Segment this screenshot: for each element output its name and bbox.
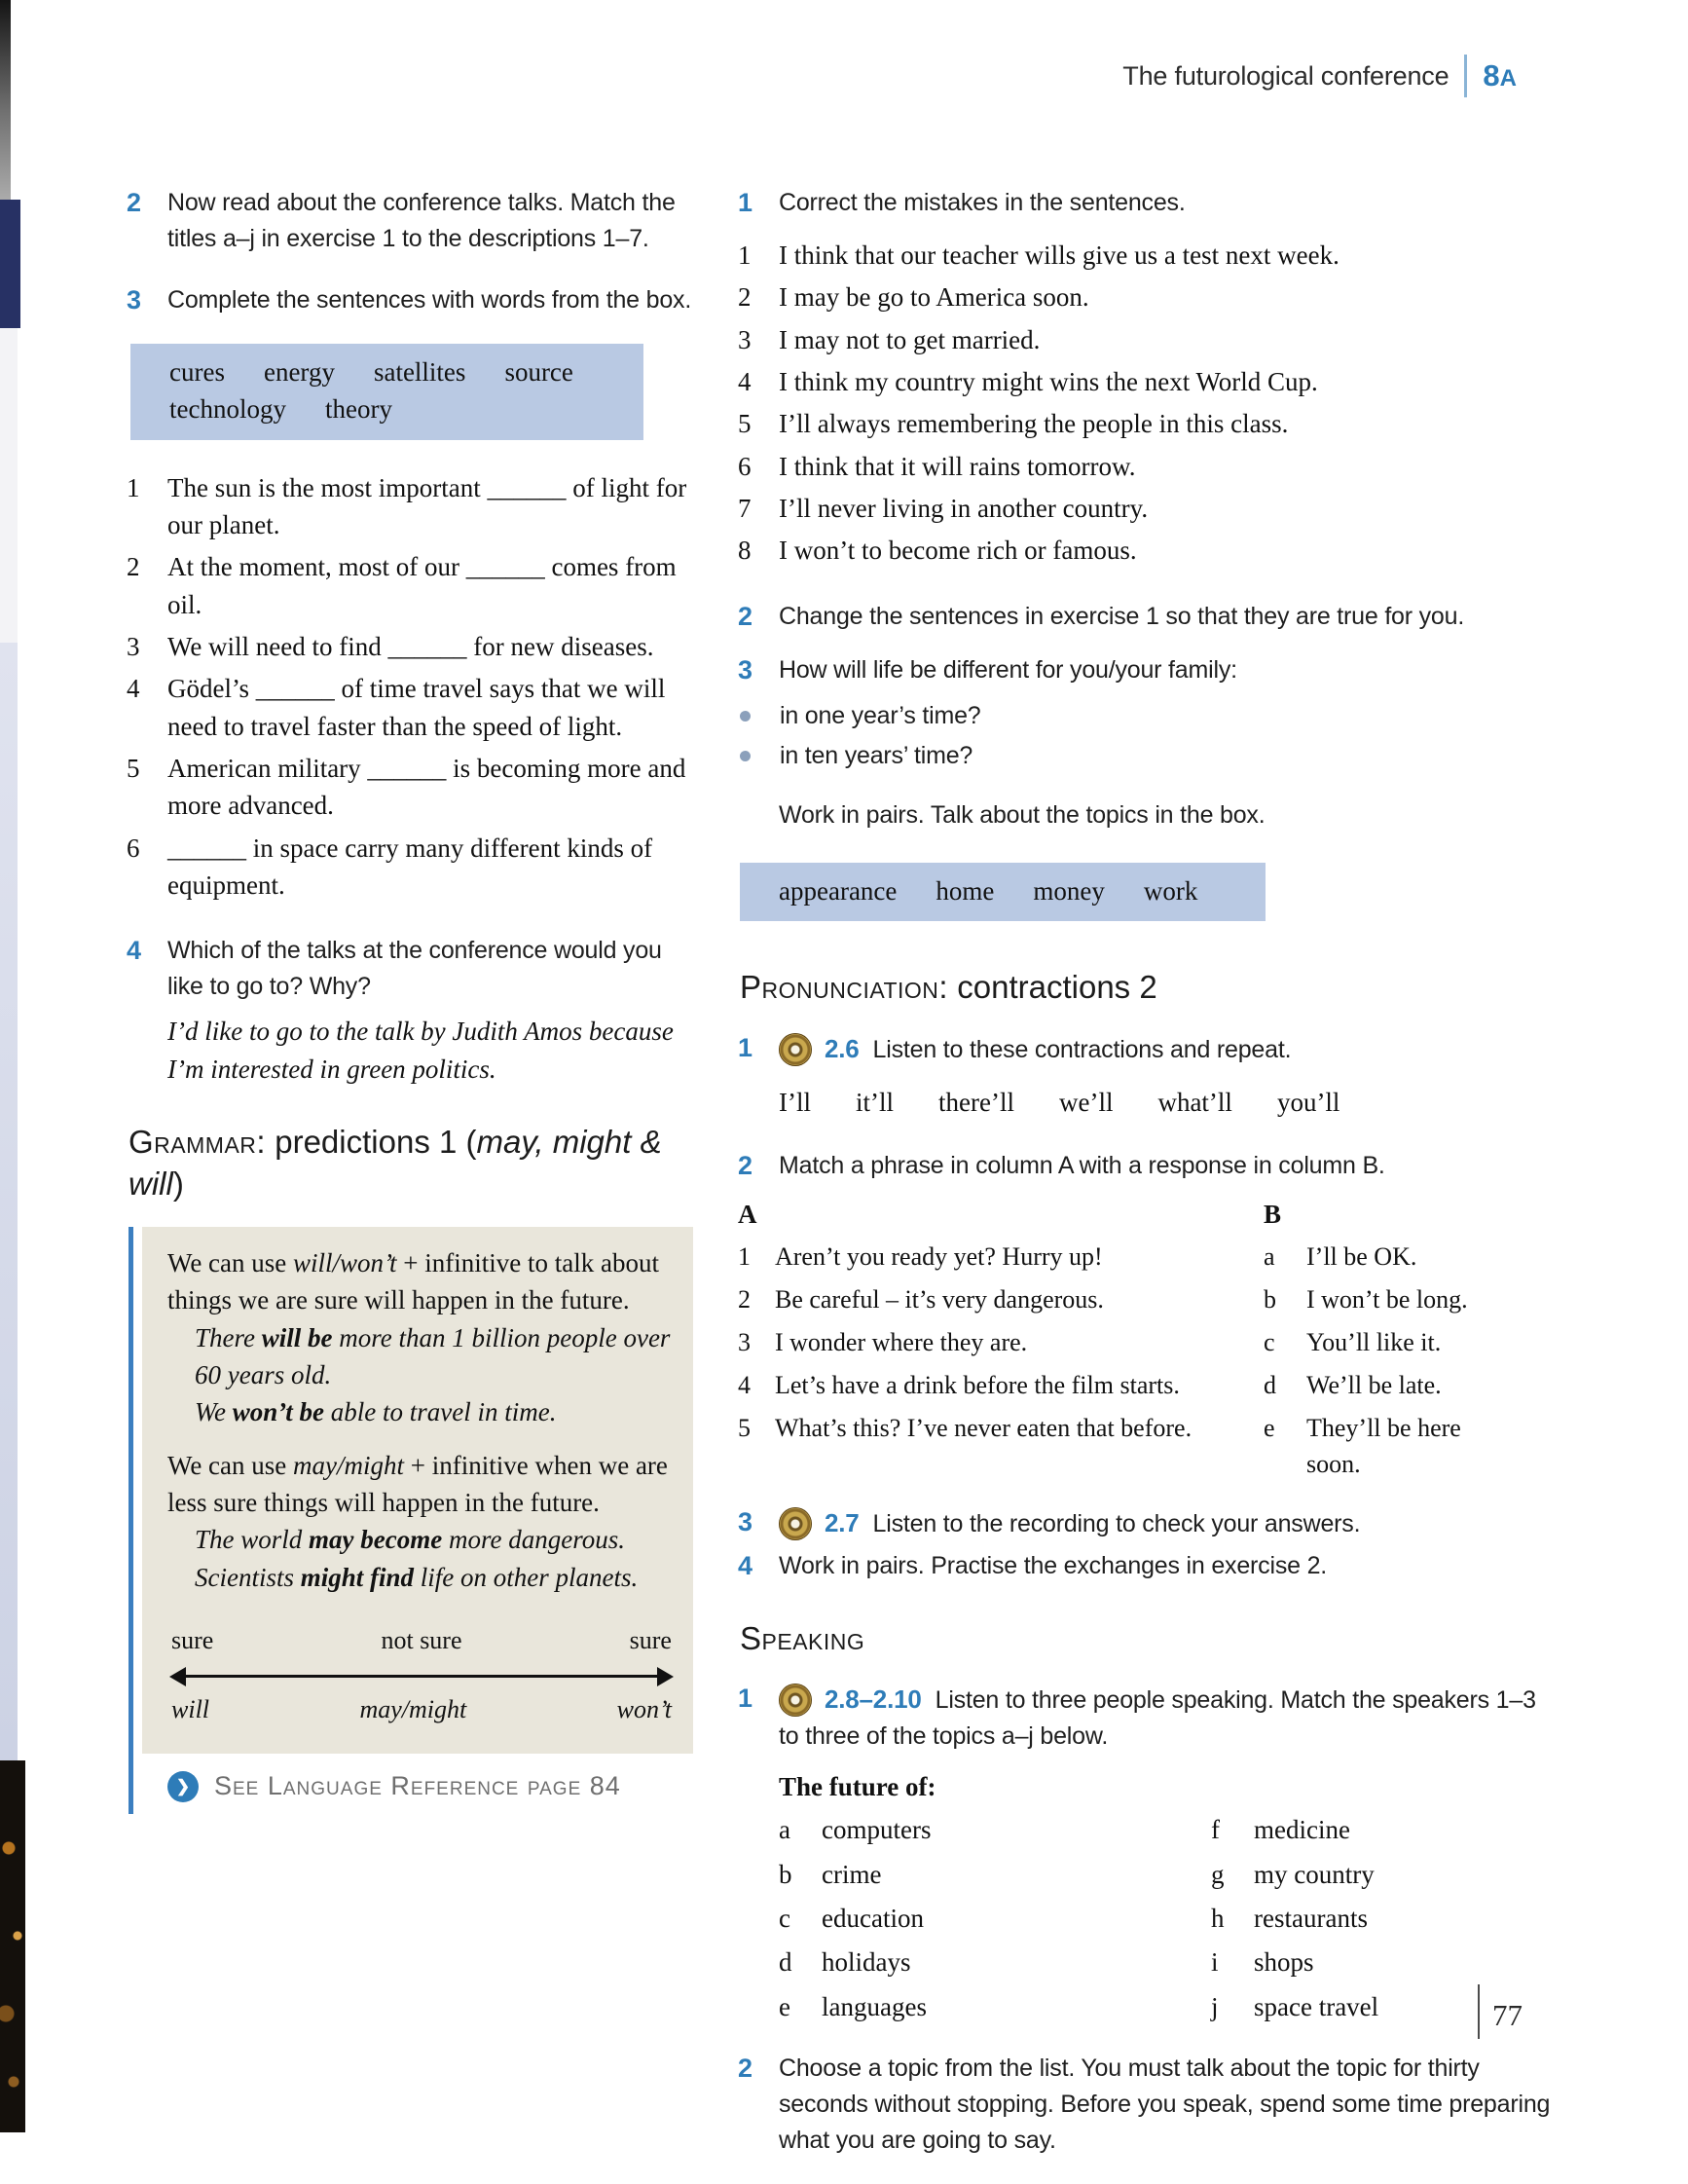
sentence-item: 6 I think that it will rains tomorrow. — [738, 451, 1136, 481]
grammar-box-wrap — [128, 1227, 693, 1814]
gap-fill-item: 3 We will need to find ______ for new diseases. — [127, 631, 654, 661]
topic: shops — [1254, 1947, 1314, 1978]
response-b: We’ll be late. — [1306, 1370, 1442, 1399]
word-box-item: money — [1033, 875, 1105, 906]
topic: education — [822, 1904, 924, 1934]
topic: space travel — [1254, 1991, 1379, 2021]
column-b-header: B — [1264, 1199, 1282, 1229]
word-box — [740, 863, 1266, 921]
exercise-number: 2 — [127, 188, 141, 217]
word-box-item: work — [1143, 875, 1198, 906]
unit-title: The futurological conference — [1122, 60, 1449, 91]
left-column — [127, 185, 693, 1814]
phrase-a: Let’s have a drink before the film starts. — [775, 1370, 1180, 1399]
grammar-example: Scientists might find life on other planets. — [195, 1562, 639, 1592]
topic: holidays — [822, 1947, 911, 1978]
mistake-sentences — [738, 237, 1567, 570]
pron-exercise-4 — [738, 1548, 1567, 1584]
page-header — [1122, 55, 1517, 97]
word-box-item: cures — [169, 357, 225, 387]
page-edge-band — [0, 200, 20, 328]
gap-fill-item: 2 At the moment, most of our ______ comes from oil. — [127, 552, 677, 619]
phrase-a: Be careful – it’s very dangerous. — [775, 1285, 1104, 1314]
gap-fill-items — [127, 469, 693, 905]
word-box — [130, 344, 643, 440]
exercise-number: 1 — [738, 1032, 752, 1062]
topic: my country — [1254, 1859, 1375, 1889]
track-number: 2.6 — [825, 1033, 860, 1063]
topics-subheading: The future of: — [779, 1772, 936, 1802]
gap-fill-item: 5 American military ______ is becoming more and more advanced. — [127, 753, 686, 821]
unit-badge: 8A — [1483, 58, 1517, 93]
sentence-item: 8 I won’t to become rich or famous. — [738, 536, 1137, 566]
page-edge-band — [0, 643, 18, 1760]
reference-arrow-icon: ❯ — [167, 1771, 199, 1802]
exercise-number: 4 — [127, 936, 141, 966]
exercise-4 — [127, 933, 693, 1005]
exercise-2-grammar — [738, 599, 1567, 635]
pairwork-note: Work in pairs. Talk about the topics in the box. — [779, 800, 1266, 829]
scale-labels-bottom: will may/might won’t — [171, 1694, 672, 1723]
response-b: I won’t be long. — [1306, 1285, 1468, 1314]
speaking-exercise-1 — [738, 1681, 1567, 2025]
exercise-instruction: Complete the sentences with words from the box. — [167, 286, 692, 314]
response-b: I’ll be OK. — [1306, 1242, 1417, 1272]
exercise-instruction: Choose a topic from the list. You must talk about the topic for thirty seconds without stopping. Before you speak, spend some time preparing what you are going to say. — [779, 2054, 1551, 2155]
track-number: 2.7 — [825, 1507, 860, 1537]
exercise-instruction: Match a phrase in column A with a response in column B. — [779, 1151, 1385, 1179]
grammar-heading: Grammar: predictions 1 (may, might & will) — [128, 1123, 662, 1203]
bullet-list — [738, 698, 1567, 774]
topic: computers — [822, 1815, 932, 1845]
footer-divider — [1478, 1984, 1480, 2039]
grammar-example: The world may become more dangerous. — [195, 1525, 625, 1555]
reference-label: See Language Reference page 84 — [214, 1771, 621, 1801]
exercise-instruction: Correct the mistakes in the sentences. — [779, 189, 1186, 216]
audio-instruction: 2.7 Listen to the recording to check your answers. — [779, 1504, 1567, 1542]
word-box-item: technology — [169, 394, 286, 425]
sentence-item: 7 I’ll never living in another country. — [738, 493, 1149, 523]
exercise-instruction: How will life be different for you/your family: — [779, 655, 1237, 684]
topic: restaurants — [1254, 1904, 1368, 1934]
speaking-heading: Speaking — [740, 1619, 865, 1656]
response-b: You’ll like it. — [1306, 1327, 1442, 1356]
page-edge-strip — [0, 0, 29, 2132]
phrase-a: Aren’t you ready yet? Hurry up! — [775, 1242, 1103, 1272]
page-edge-band — [0, 0, 11, 200]
word-box-item: home — [936, 875, 995, 906]
sentence-item: 4 I think my country might wins the next World Cup. — [738, 366, 1318, 396]
grammar-rule: We can use will/won’t + infinitive to talk about things we are sure will happen in the future. — [167, 1248, 659, 1315]
grammar-example: There will be more than 1 billion people over 60 years old. — [195, 1322, 671, 1389]
gap-fill-item: 6 ______ in space carry many different kinds of equipment. — [127, 833, 653, 900]
grammar-example: We won’t be able to travel in time. — [195, 1397, 557, 1427]
word-box-item: satellites — [373, 357, 466, 387]
certainty-scale — [167, 1623, 676, 1728]
page-footer — [1478, 1984, 1523, 2039]
audio-instruction: 2.8–2.10 Listen to three people speaking. Match the speakers 1–3 to three of the topics a–j below. — [779, 1684, 1536, 1751]
exercise-number: 3 — [738, 654, 752, 685]
word-box-item: source — [504, 357, 573, 387]
column-a-header: A — [738, 1199, 757, 1229]
exercise-instruction: Work in pairs. Practise the exchanges in exercise 2. — [779, 1551, 1328, 1579]
exercise-number: 2 — [738, 2054, 752, 2084]
sentence-item: 1 I think that our teacher wills give us a test next week. — [738, 241, 1339, 270]
gap-fill-item: 4 Gödel’s ______ of time travel says that we will need to travel faster than the speed of light. — [127, 674, 666, 741]
bullet-icon — [740, 751, 751, 761]
exercise-number: 3 — [738, 1506, 752, 1536]
track-number: 2.8–2.10 — [825, 1684, 922, 1715]
contractions-row: I’ll it’ll there’ll we’ll what’ll you’ll — [779, 1087, 1340, 1117]
bullet-icon — [740, 711, 751, 722]
exercise-number: 1 — [738, 188, 752, 217]
language-reference-link — [142, 1754, 693, 1814]
audio-instruction: 2.6 Listen to these contractions and repeat. — [779, 1030, 1567, 1068]
cd-icon — [779, 1684, 812, 1717]
topic: medicine — [1254, 1815, 1350, 1845]
topic: languages — [822, 1991, 927, 2021]
bullet-item: in one year’s time? — [738, 698, 1567, 734]
speaking-exercise-2 — [738, 2051, 1567, 2159]
sentence-item: 3 I may not to get married. — [738, 324, 1041, 354]
phrase-a: I wonder where they are. — [775, 1327, 1028, 1356]
exercise-instruction: Which of the talks at the conference would you like to go to? Why? — [167, 937, 662, 1001]
scale-labels-top: sure not sure sure — [171, 1625, 672, 1654]
word-box-item: energy — [263, 357, 335, 387]
exercise-number: 2 — [738, 601, 752, 631]
topics-list: a computers f medicine b crime g my country c education h restaurants d holidays i shops e languages j space travel — [779, 1811, 1567, 2025]
word-box-item: theory — [324, 394, 392, 425]
exercise-number: 1 — [738, 1684, 752, 1714]
cd-icon — [779, 1507, 812, 1540]
phrase-a: What’s this? I’ve never eaten that before. — [775, 1413, 1193, 1442]
word-box-item: appearance — [779, 875, 898, 906]
exercise-3 — [127, 282, 693, 318]
pron-exercise-2 — [738, 1148, 1567, 1184]
topic: crime — [822, 1859, 882, 1889]
page-edge-photo — [0, 1760, 25, 2132]
page-edge-band — [0, 328, 18, 643]
pronunciation-heading: Pronunciation: contractions 2 — [740, 968, 1157, 1005]
gap-fill-item: 1 The sun is the most important ______ of light for our planet. — [127, 472, 687, 539]
exercise-number: 2 — [738, 1150, 752, 1180]
bullet-item: in ten years’ time? — [738, 738, 1567, 774]
pron-exercise-1 — [738, 1030, 1567, 1121]
sentence-item: 2 I may be go to America soon. — [738, 282, 1089, 313]
exercise-instruction: Now read about the conference talks. Match the titles a–j in exercise 1 to the descriptions 1–7. — [167, 189, 676, 252]
cd-icon — [779, 1033, 812, 1066]
example-answer: I’d like to go to the talk by Judith Amos because I’m interested in green politics. — [167, 1017, 674, 1084]
exercise-3-grammar — [738, 652, 1567, 688]
pron-exercise-3 — [738, 1504, 1567, 1542]
match-table: A B 1 Aren’t you ready yet? Hurry up! a I’ll be OK. 2 Be careful – it’s very dangerous. b I won’t be long. 3 I wonder where they are. c You’ll like it. 4 Let’s have a drink before the film starts. d We’ll be late. 5 What’s this? I’ve never eaten that before. e They’ll be here soon. — [738, 1196, 1567, 1483]
response-b: They’ll be here soon. — [1306, 1413, 1461, 1478]
scale-arrow-icon — [169, 1667, 674, 1686]
page-number: 77 — [1492, 1998, 1523, 2032]
grammar-rule: We can use may/might + infinitive when we are less sure things will happen in the future. — [167, 1450, 668, 1517]
exercise-number: 4 — [738, 1550, 752, 1580]
right-column — [738, 185, 1567, 2184]
header-divider — [1464, 55, 1467, 97]
exercise-number: 3 — [127, 285, 141, 315]
exercise-1-grammar — [738, 185, 1567, 221]
exercise-2 — [127, 185, 693, 257]
sentence-item: 5 I’ll always remembering the people in this class. — [738, 409, 1289, 439]
exercise-instruction: Change the sentences in exercise 1 so that they are true for you. — [779, 602, 1465, 630]
grammar-box — [142, 1227, 693, 1754]
